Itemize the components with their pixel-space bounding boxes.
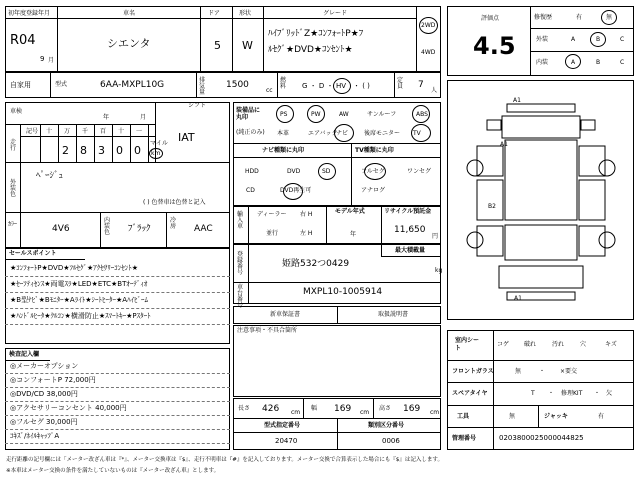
selling-label: セールスポイント — [9, 250, 57, 257]
navi-item: CD — [246, 187, 255, 194]
glass-label: フロントガラス — [452, 368, 494, 375]
insp-month: 月 — [140, 114, 147, 121]
shift: IAT — [178, 131, 195, 144]
mileage-digit-header: 千 — [82, 128, 89, 135]
exterior-grade-label: 外装 — [536, 36, 549, 43]
navi-label: ナビ種類に丸印 — [262, 147, 305, 154]
ac: AAC — [194, 224, 213, 234]
chassis-label: 車台番号 — [237, 284, 244, 309]
use: 自家用 — [10, 81, 31, 89]
spare-item: 欠 — [606, 390, 613, 397]
disp-label: 排気量 — [199, 77, 206, 96]
equip-item: 後席モニター — [364, 130, 401, 137]
equip-label: 装備品に丸印 — [236, 107, 261, 122]
notes-label: 注意事項・不具合箇所 — [237, 327, 298, 334]
inspector-note: ◎メーカーオプション — [10, 362, 79, 370]
damage-label: A1 — [513, 97, 521, 104]
repair-yes: 有 — [576, 14, 583, 21]
repair-no: 無 — [606, 14, 613, 21]
equipment-block — [233, 102, 441, 206]
seat-item: キズ — [605, 341, 617, 348]
grade-option: C — [620, 36, 625, 43]
fuel-label: 燃料 — [280, 77, 287, 90]
manual: 取扱説明書 — [378, 311, 409, 318]
footer-line1: 走行距離の記号欄には「メーター改ざん車は『*』、メーター交換車は『$』、走行不明車は『#』を記入しております。メーター交換で合算表示した場合にも『$』は記入します。 — [6, 457, 443, 463]
fuel-selected: HV — [336, 82, 347, 90]
equip-item: TV — [413, 130, 421, 137]
length-label: 長さ — [238, 405, 251, 412]
recycle-unit: 円 — [432, 233, 439, 240]
repair-label: 修復歴 — [534, 14, 553, 21]
navi-item: DVD — [287, 168, 301, 175]
grade-option: B — [596, 59, 601, 66]
mile-label: マイル — [150, 140, 168, 147]
model-year: 年 — [350, 231, 357, 238]
navi-item: HDD — [245, 168, 259, 175]
reg-month: 9 — [40, 55, 45, 63]
shift-label: シフト — [188, 102, 207, 109]
glass-item: 無 — [515, 368, 522, 375]
navi-item: SD — [322, 168, 331, 175]
glass-item: ×要交 — [560, 368, 578, 375]
equip-item: サンルーフ — [367, 111, 397, 118]
inspection-label: 車検 — [10, 108, 23, 115]
grade-label: グレード — [323, 10, 348, 17]
footer-line2: ※本車はメーター交換の条件を満たしていないものは『メーター改ざん車』とします。 — [6, 468, 220, 474]
seat-item: 破れ — [524, 341, 537, 348]
model-year-label: モデル年式 — [335, 208, 365, 215]
inspector-label: 検査記入欄 — [9, 351, 40, 358]
mileage-digit-header: 百 — [100, 128, 107, 135]
equip-item: PS — [280, 111, 288, 118]
inspector-note: ◎コンフォートP 72,000円 — [10, 376, 96, 384]
fuel-opts: G ・ D ・ — [302, 82, 334, 90]
inspector-note: ◎DVD/CD 38,000円 — [10, 390, 78, 398]
import-label: 輸入車 — [237, 211, 244, 230]
recycle-label: リサイクル預託金 — [384, 208, 432, 215]
door-count: 5 — [214, 39, 221, 52]
tv-item: フルセグ — [361, 168, 385, 175]
glass-item: ・ — [539, 368, 546, 375]
displacement: 1500 — [226, 80, 249, 90]
model-code: 6AA-MXPL10G — [100, 80, 165, 90]
equip-item: AW — [339, 111, 349, 118]
selling-point: ★ｾｰﾌﾃｨｾﾝｽ★両電ｽﾗ★LED★ETC★BTｵｰﾃﾞｨｵ — [10, 280, 148, 288]
seat-item: 穴 — [580, 341, 587, 348]
width-label: 幅 — [311, 405, 318, 412]
len-unit: cm — [291, 409, 301, 416]
mileage-digit-header: 十 — [46, 128, 53, 135]
hgt-unit: cm — [430, 409, 440, 416]
color-code-label: ｶﾗｰ — [8, 221, 18, 228]
recycle-value: 11,650 — [394, 225, 426, 235]
car-name: シエンタ — [107, 37, 151, 50]
mgmt-number: 0203800025000044825 — [499, 434, 584, 442]
grade-option: C — [620, 59, 625, 66]
cap-label: 定員 — [397, 77, 404, 90]
mgmt-label: 管理番号 — [452, 435, 477, 442]
shape-label: 形状 — [239, 10, 252, 17]
mileage-digit-header: 万 — [64, 128, 71, 135]
class-number: 0006 — [382, 437, 400, 445]
wid-unit: cm — [360, 409, 370, 416]
width: 169 — [334, 404, 352, 414]
equip-item: エアバック — [308, 130, 338, 137]
year-label: 初年度登録年月 — [8, 10, 51, 17]
height: 169 — [403, 404, 421, 414]
inspector-note: ◎フルセグ 30,000円 — [10, 418, 78, 426]
tv-label: TV種類に丸印 — [355, 147, 394, 154]
header-row — [5, 6, 441, 72]
grade-option: A — [571, 59, 576, 66]
selling-point: ★ﾊﾝﾄﾞﾙﾋｰﾀ★ｸﾙｺﾝ★横滑防止★ｽﾏｰﾄｷｰ★Pｽﾀｰﾄ — [10, 312, 151, 320]
notes-block — [233, 325, 441, 397]
insp-year: 年 — [103, 114, 110, 121]
interior-grade-label: 内装 — [536, 59, 549, 66]
grade-line2: ﾙｾｸﾞ★DVD★ｺﾝｾﾝﾄ★ — [268, 45, 353, 55]
reg-number: 姫路532つ0429 — [282, 259, 350, 269]
name-label: 車名 — [123, 10, 136, 17]
dealer-label: ディーラー — [257, 211, 287, 218]
grade-option: B — [596, 36, 601, 43]
equip-item: 本革 — [277, 130, 290, 137]
type-no-label: 型式指定番号 — [264, 422, 301, 429]
spare-item: ・ — [594, 390, 601, 397]
interior-label: 内装色 — [104, 217, 111, 236]
ac-label: 冷房 — [170, 217, 177, 230]
mileage-digit-header: 十 — [118, 128, 125, 135]
grade-option: A — [571, 36, 576, 43]
door-label: ドア — [208, 10, 220, 17]
spare-item: 修理KIT — [561, 390, 583, 397]
spare-item: ・ — [548, 390, 555, 397]
capacity: 7 — [418, 80, 424, 90]
spare-label: スペアタイヤ — [452, 390, 488, 397]
spare-item: T — [531, 390, 535, 397]
disp-unit: cc — [266, 87, 273, 94]
exterior-note: ( ) 色替車は色替と記入 — [143, 199, 206, 206]
max-load-label: 最大積載量 — [395, 247, 426, 254]
mileage-digit: 3 — [98, 144, 105, 157]
new-car-warranty: 新車保証書 — [270, 311, 301, 318]
jack-label: ジャッキ — [544, 413, 568, 420]
drive-2wd: 2WD — [421, 22, 436, 29]
mileage-digit: 0 — [134, 144, 141, 157]
cap-unit: 人 — [431, 87, 438, 94]
grade-line1: ﾊｲﾌﾞﾘｯﾄﾞZ★ｺﾝﾌｫｰﾄP★ﾌ — [268, 29, 364, 39]
mileage-label: 走行 — [10, 139, 17, 152]
damage-label: A1 — [514, 295, 522, 302]
tool-label: 工具 — [457, 413, 470, 420]
exterior-label: 外装色 — [10, 179, 17, 198]
damage-label: A1 — [500, 141, 508, 148]
tool: 無 — [509, 413, 516, 420]
tv-item: アナログ — [361, 187, 386, 194]
car-outline-diagram — [447, 80, 634, 320]
equip-item: ナビ — [336, 130, 349, 137]
max-load-unit: kg — [435, 267, 443, 274]
damage-label: B2 — [488, 203, 496, 210]
class-no-label: 類別区分番号 — [368, 422, 405, 429]
mileage-code-label: 記号 — [26, 128, 39, 135]
interior-color: ﾌﾞﾗｯｸ — [128, 224, 151, 234]
mileage-digit: 8 — [80, 144, 87, 157]
score: 4.5 — [473, 32, 516, 60]
seat-item: コゲ — [497, 341, 510, 348]
type-number: 20470 — [275, 437, 298, 445]
mileage-digit: 0 — [116, 144, 123, 157]
equip-item: PW — [311, 111, 321, 118]
navi-item: DVD再生可 — [280, 187, 312, 194]
exterior-color: ﾍﾟｰｼﾞｭ — [36, 171, 64, 181]
parallel-label: 並行 — [266, 230, 279, 237]
jack: 有 — [598, 413, 605, 420]
inspector-note: ◎アクセサリーコンセント 40,000円 — [10, 404, 127, 412]
equip-item: ABS — [416, 111, 428, 118]
selling-point: ★ｺﾝﾌｫｰﾄP★DVD★ﾌﾙｾｸﾞ★ｱｸｾｻﾘｰｺﾝｾﾝﾄ★ — [10, 264, 139, 272]
tv-item: ワンセグ — [407, 168, 432, 175]
drive-4wd: 4WD — [421, 49, 436, 56]
model-label: 型式 — [55, 81, 68, 88]
equip-sub: (純正のみ) — [236, 129, 265, 136]
height-label: 高さ — [379, 405, 392, 412]
inspector-note: ｺｷｽﾞ/ﾎｲﾙｷｬｯﾌﾟA — [10, 432, 60, 440]
length: 426 — [262, 404, 280, 414]
shape: W — [242, 39, 253, 52]
selling-point: ★B型ﾅﾋﾞ★Bﾓﾆﾀｰ★Aﾗｲﾄ★ｼｰﾄﾋｰﾀｰ★Aﾊｲﾋﾞｰﾑ — [10, 296, 149, 304]
reg-label: 登録番号 — [237, 251, 244, 276]
score-label: 評価点 — [481, 15, 500, 22]
rh-label: 右 H — [300, 211, 313, 218]
mileage-digit-header: 一 — [136, 128, 143, 135]
km-unit: km — [151, 150, 161, 157]
seat-label: 室内シート — [455, 337, 480, 353]
month-unit: 月 — [48, 57, 55, 64]
reg-year: R04 — [10, 33, 36, 48]
color-code: 4V6 — [52, 224, 70, 234]
seat-item: 汚れ — [552, 341, 565, 348]
model-row — [5, 72, 441, 98]
chassis-number: MXPL10-1005914 — [303, 287, 383, 297]
fuel-rest: ・ ( ) — [353, 82, 370, 90]
lh-label: 左 H — [300, 230, 313, 237]
mileage-digit: 2 — [62, 144, 69, 157]
